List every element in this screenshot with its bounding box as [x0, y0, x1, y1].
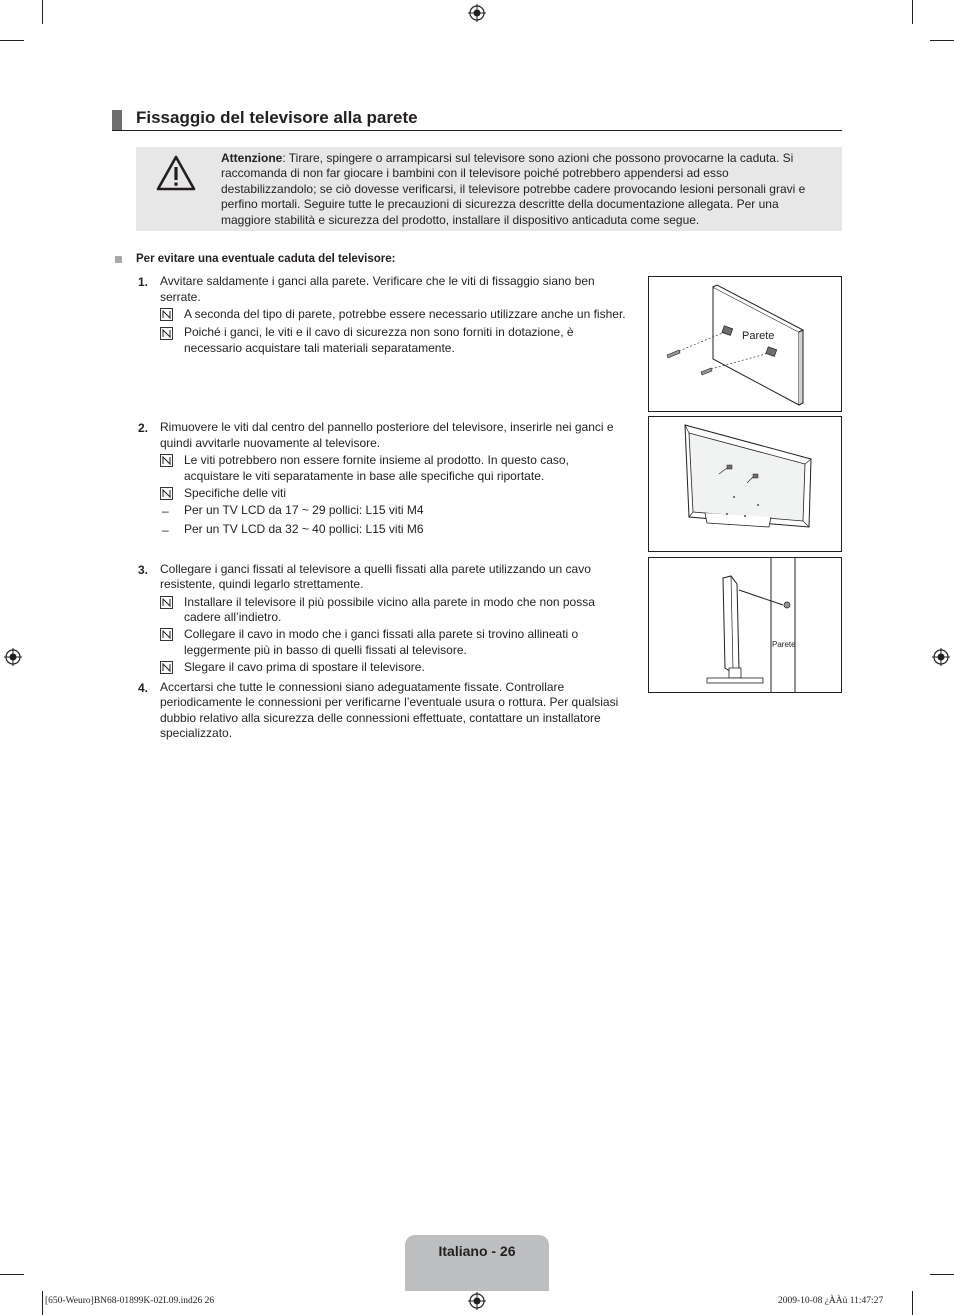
- print-slug-left: [650-Weuro]BN68-01899K-02L09.ind26 26: [45, 1296, 215, 1306]
- note-text: Le viti potrebbero non essere fornite insieme al prodotto. In questo caso,: [184, 453, 569, 467]
- step-text: resistente, quindi legarlo strettamente.: [160, 577, 364, 591]
- note-icon: [160, 327, 173, 340]
- step-text: Rimuovere le viti dal centro del pannello posteriore del televisore, inserirle nei ganci e: [160, 420, 614, 434]
- warning-label: Attenzione: [221, 151, 283, 165]
- registration-mark-icon: [468, 1292, 486, 1310]
- warning-text: [221, 151, 821, 228]
- note-text: Poiché i ganci, le viti e il cavo di sicurezza non sono forniti in dotazione, è: [184, 325, 574, 339]
- warning-triangle-icon: [156, 155, 196, 191]
- warning-box: [136, 147, 842, 231]
- wall-label: Parete: [772, 640, 796, 649]
- registration-mark-icon: [4, 648, 22, 666]
- spec-item: Per un TV LCD da 17 ~ 29 pollici: L15 viti M4: [184, 503, 424, 517]
- note-text: Specifiche delle viti: [184, 486, 287, 500]
- note-text: A seconda del tipo di parete, potrebbe essere necessario utilizzare anche un fisher.: [184, 307, 626, 321]
- section-marker: [112, 110, 122, 130]
- note-text: Collegare il cavo in modo che i ganci fissati alla parete si trovino allineati o: [184, 627, 579, 641]
- step-text: quindi avvitarle nuovamente al televisore.: [160, 436, 381, 450]
- step-number: 4.: [138, 681, 149, 695]
- subheading: Per evitare una eventuale caduta del televisore:: [136, 253, 396, 265]
- page-number-tab: [405, 1235, 549, 1291]
- note-text: cadere all’indietro.: [184, 610, 282, 624]
- crop-mark: [912, 0, 913, 24]
- step-text: dubbio relativo alla sicurezza delle connessioni effettuate, contattare un installatore: [160, 711, 601, 725]
- dash-bullet: –: [162, 523, 169, 537]
- step-text: Avvitare saldamente i ganci alla parete. Verificare che le viti di fissaggio siano ben: [160, 274, 595, 288]
- wall-hooks-illustration: [649, 277, 841, 411]
- section-title: Fissaggio del televisore alla parete: [136, 108, 418, 127]
- side-view-illustration: [649, 558, 841, 692]
- step-number: 2.: [138, 421, 149, 435]
- step-text: periodicamente le connessioni per verificarne l’eventuale usura o rottura. Per qualsiasi: [160, 695, 619, 709]
- figure-wall-hooks: [648, 276, 842, 412]
- bullet-square-icon: [115, 256, 122, 263]
- note-text: leggermente più in basso di quelli fissati al televisore.: [184, 643, 467, 657]
- crop-mark: [912, 1291, 913, 1315]
- crop-mark: [930, 40, 954, 41]
- step-text: serrate.: [160, 290, 201, 304]
- note-text: necessario acquistare tali materiali separatamente.: [184, 341, 455, 355]
- note-icon: [160, 661, 173, 674]
- note-icon: [160, 308, 173, 321]
- page-number: Italiano - 26: [438, 1243, 516, 1259]
- title-divider: [112, 130, 842, 131]
- dash-bullet: –: [162, 504, 169, 518]
- step-number: 3.: [138, 563, 149, 577]
- step-text: Accertarsi che tutte le connessioni siano adeguatamente fissate. Controllare: [160, 680, 565, 694]
- note-icon: [160, 454, 173, 467]
- registration-mark-icon: [468, 4, 486, 22]
- crop-mark: [0, 1274, 24, 1275]
- warning-body: : Tirare, spingere o arrampicarsi sul televisore sono azioni che possono provocarne la caduta. Si raccomanda di non far giocare i bambini con il televisore poiché potrebbero appendersi ad esso destabilizzandolo; se ciò dovesse verificarsi, il televisore potrebbe cadere provocando lesioni personali gravi e perfino mortali. Seguire tutte le precauzioni di sicurezza descritte della documentazione allegata. Per una maggiore stabilità e sicurezza del prodotto, installare il dispositivo anticaduta come segue.: [221, 151, 806, 227]
- crop-mark: [42, 1291, 43, 1315]
- crop-mark: [0, 40, 24, 41]
- registration-mark-icon: [932, 648, 950, 666]
- note-text: Installare il televisore il più possibile vicino alla parete in modo che non possa: [184, 595, 595, 609]
- wall-label: Parete: [742, 330, 775, 342]
- tv-back-illustration: [649, 417, 841, 551]
- note-icon: [160, 596, 173, 609]
- crop-mark: [930, 1274, 954, 1275]
- print-slug-right: 2009-10-08 ¿ÀÀü 11:47:27: [778, 1296, 884, 1306]
- step-text: specializzato.: [160, 726, 233, 740]
- crop-mark: [42, 0, 43, 24]
- note-icon: [160, 628, 173, 641]
- step-text: Collegare i ganci fissati al televisore a quelli fissati alla parete utilizzando un cavo: [160, 562, 591, 576]
- figure-tv-back: [648, 416, 842, 552]
- note-text: Slegare il cavo prima di spostare il televisore.: [184, 660, 425, 674]
- step-number: 1.: [138, 275, 149, 289]
- figure-side-view: [648, 557, 842, 693]
- note-icon: [160, 487, 173, 500]
- note-text: acquistare le viti separatamente in base alle specifiche qui riportate.: [184, 469, 545, 483]
- spec-item: Per un TV LCD da 32 ~ 40 pollici: L15 viti M6: [184, 522, 424, 536]
